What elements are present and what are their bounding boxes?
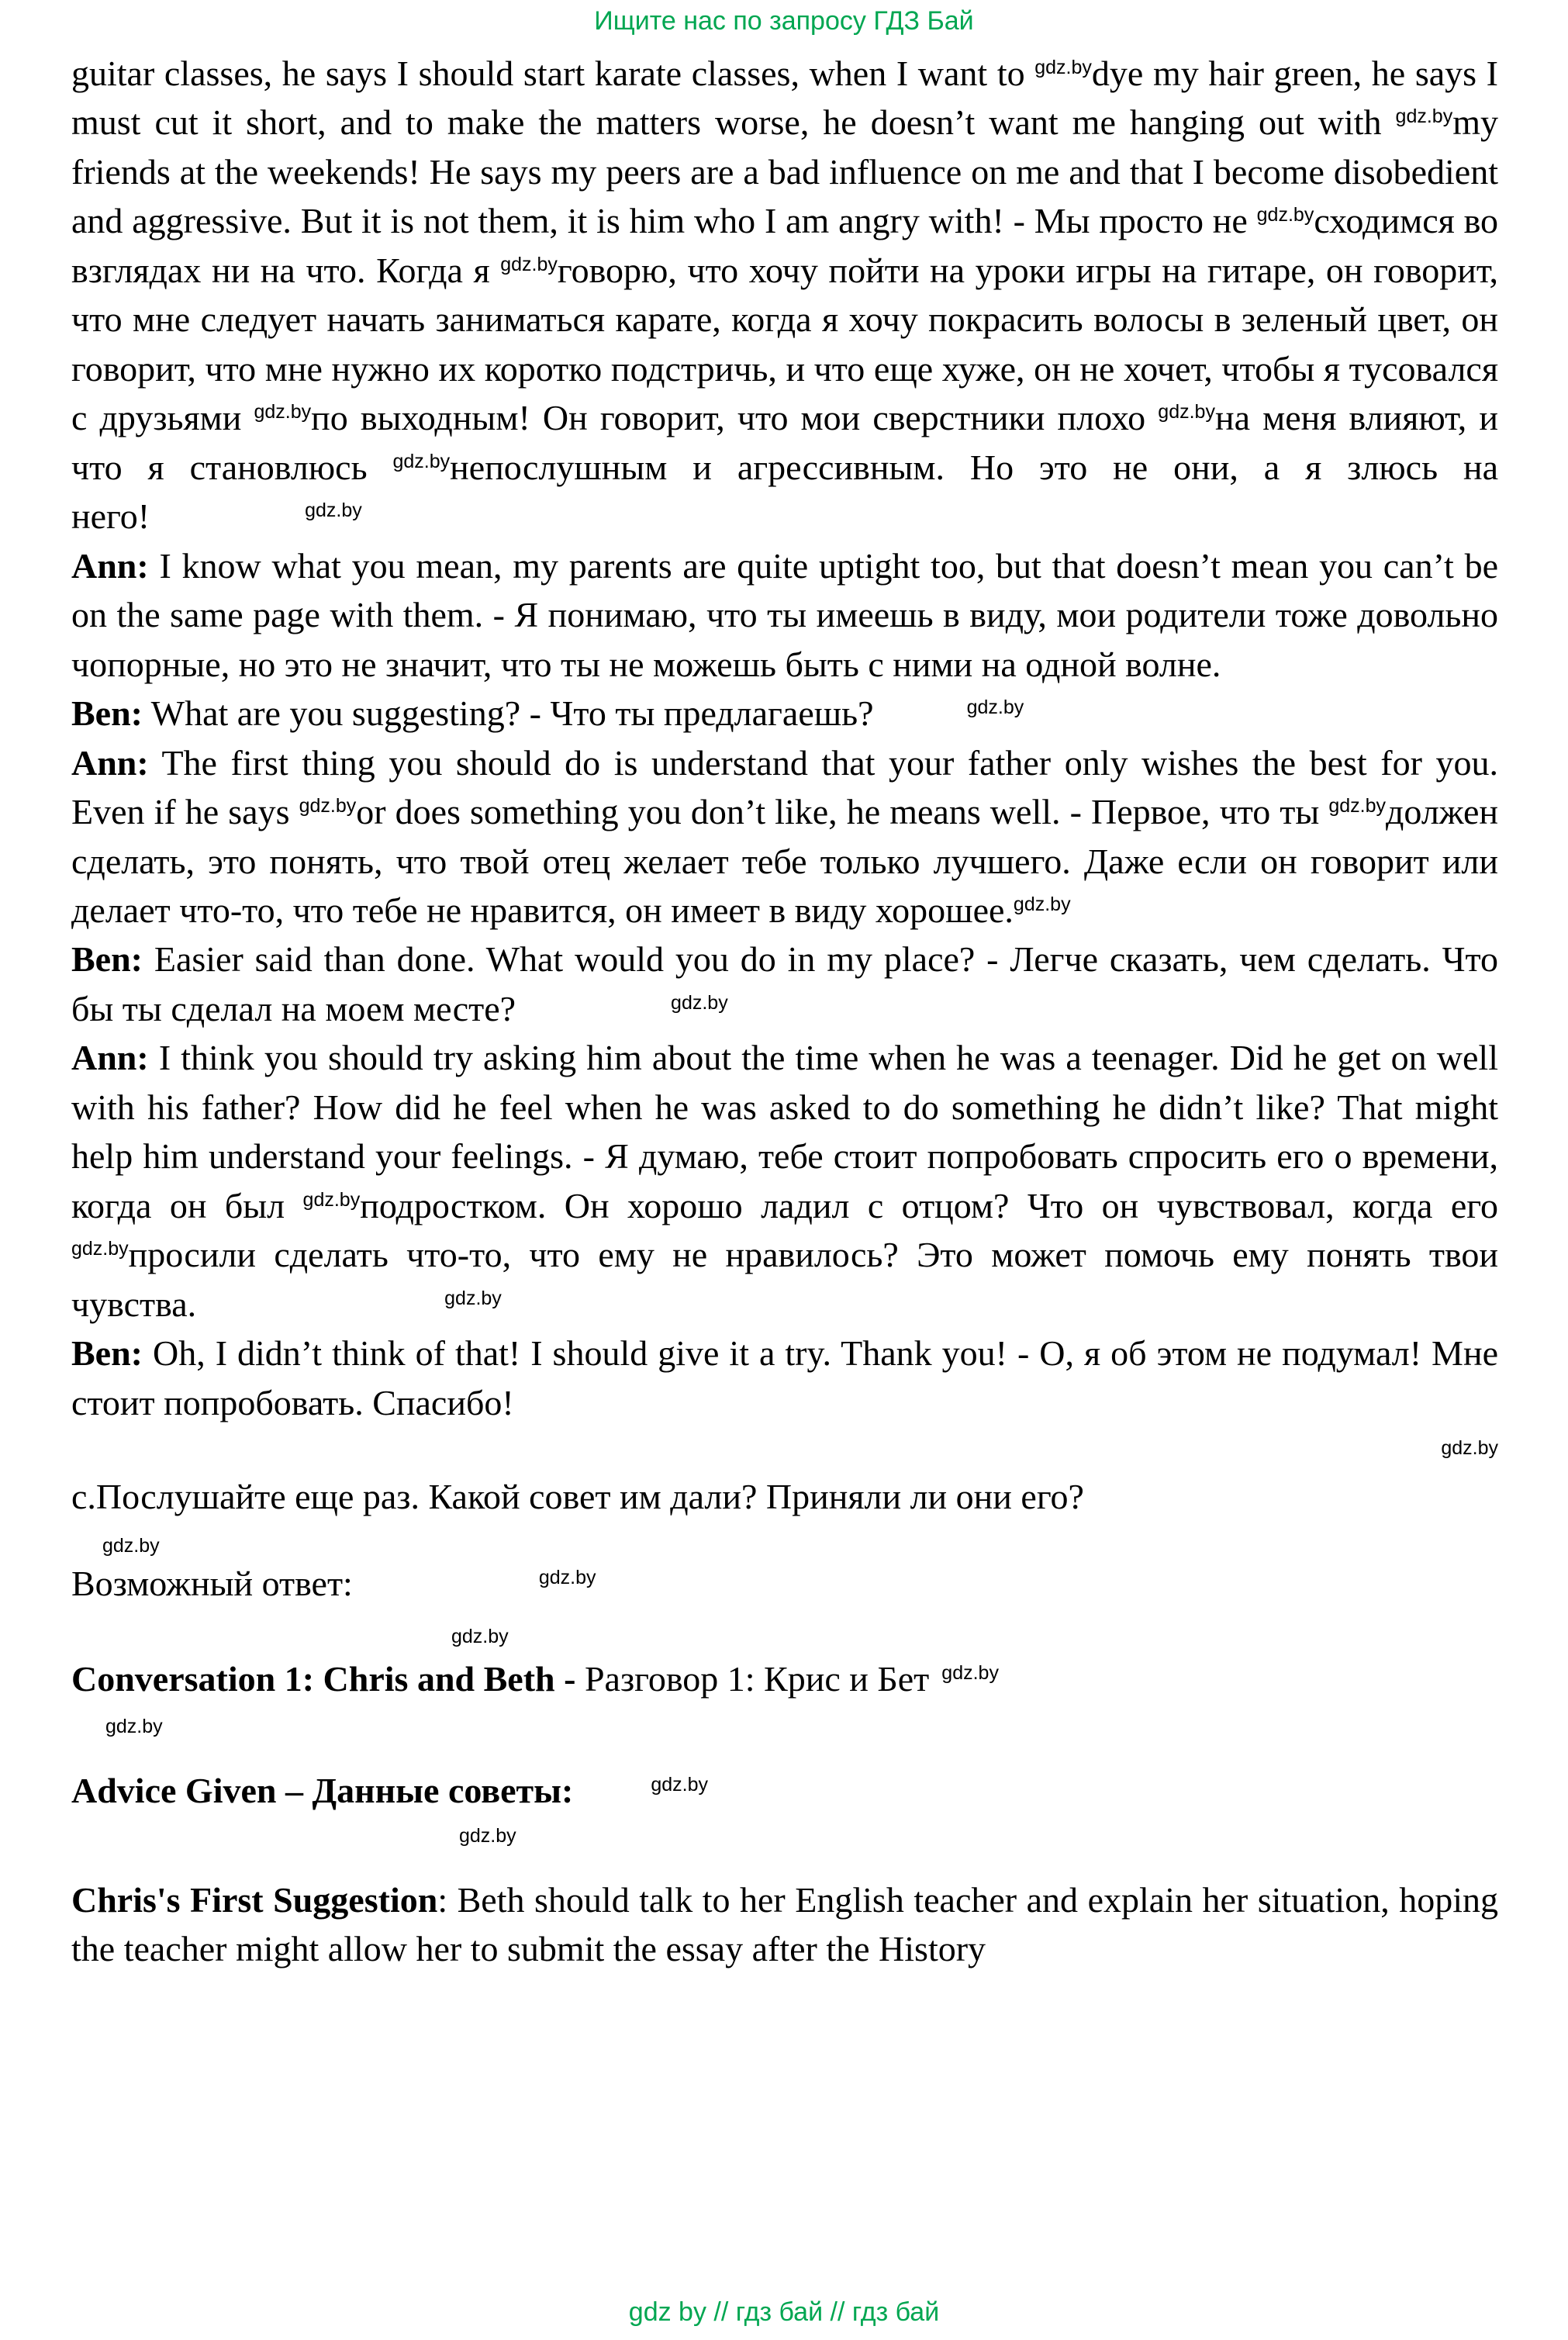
speaker-label: Ben:	[71, 693, 143, 734]
watermark: gdz.by	[444, 1287, 502, 1309]
text-run: должен сделать, это понять, что твой отец желает тебе только лучшего. Даже если он говорит или делает что-то, что тебе не нравится, он имеет в виду хорошее.	[71, 792, 1498, 930]
possible-answer-label	[71, 1559, 1498, 1608]
watermark: gdz.by	[1158, 401, 1215, 423]
text-run: I think you should try asking him about the time when he was a teenager. Did he get on well with his father? How did he feel when he was asked to do something he didn’t like? That might help him understand your feelings. - Я думаю, тебе стоит попробовать спросить его о времени, когда он был	[71, 1038, 1498, 1225]
watermark: gdz.by	[302, 1188, 361, 1211]
watermark: gdz.by	[1328, 795, 1387, 817]
watermark: gdz.by	[1013, 893, 1071, 915]
text-run: guitar classes, he says I should start karate classes, when I want to	[71, 54, 1035, 93]
text-run: : Beth should talk to her English teacher and explain her situation, hoping the teacher might allow her to submit the essay after the History	[71, 1880, 1498, 1969]
watermark: gdz.by	[105, 1715, 163, 1737]
text-run: Oh, I didn’t think of that! I should give it a try. Thank you! - О, я об этом не подумал! Мне стоит попробовать. Спасибо!	[71, 1333, 1498, 1422]
task-c-line	[71, 1472, 1498, 1521]
text-run: подростком. Он хорошо ладил с отцом? Что он чувствовал, когда его	[360, 1185, 1498, 1225]
site-footer: gdz by // гдз бай // гдз бай	[628, 2297, 940, 2327]
text-run: my friends at the weekends! He says my peers are a bad influence on me and that I become disobedient and aggressive. But it is not them, it is him who I am angry with! - Мы просто не	[71, 102, 1498, 241]
watermark: gdz.by	[459, 1825, 516, 1847]
text-run: на меня влияют, и что я становлюсь	[71, 398, 1498, 487]
watermark: gdz.by	[451, 1626, 509, 1648]
text-run: Возможный ответ:	[71, 1563, 353, 1603]
text-run: or does something you don’t like, he means well. - Первое, что ты	[356, 792, 1329, 832]
ben-line	[71, 935, 1498, 1033]
ann-line	[71, 738, 1498, 935]
watermark: gdz.by	[500, 253, 558, 275]
watermark: gdz.by	[392, 450, 451, 472]
conversation-1-heading	[71, 1654, 1498, 1703]
speaker-label: Chris's First Suggestion	[71, 1880, 438, 1920]
ann-line	[71, 541, 1498, 689]
text-run: I know what you mean, my parents are quite uptight too, but that doesn’t mean you can’t be on the same page with them. - Я понимаю, что ты имеешь в виду, мои родители тоже довольно чопорные, но это не значит, что ты не можешь быть с ними на одной волне.	[71, 545, 1498, 684]
text-run: What are you suggesting? - Что ты предлагаешь?	[143, 693, 874, 734]
watermark: gdz.by	[1441, 1437, 1498, 1460]
text-run: говорю, что хочу пойти на уроки игры на гитаре, он говорит, что мне следует начать заниматься карате, когда я хочу покрасить волосы в зеленый цвет, он говорит, что мне нужно их коротко подстричь, и что еще хуже, он не хочет, чтобы я тусовался с друзьями	[71, 250, 1499, 438]
ben-line	[71, 1329, 1498, 1427]
watermark: gdz.by	[1256, 204, 1314, 226]
narration-paragraph	[71, 49, 1498, 541]
text-run: Разговор 1: Крис и Бет	[575, 1659, 930, 1699]
chris-first-suggestion	[71, 1875, 1498, 1974]
content	[0, 36, 1568, 1974]
watermark: gdz.by	[102, 1534, 160, 1557]
watermark: gdz.by	[305, 499, 362, 522]
speaker-label: Ann:	[71, 1038, 149, 1078]
text-run: просили сделать что-то, что ему не нравилось? Это может помочь ему понять твои чувства.	[71, 1235, 1498, 1324]
watermark: gdz.by	[966, 696, 1024, 719]
watermark: gdz.by	[538, 1566, 596, 1588]
text-run: Easier said than done. What would you do in my place? - Легче сказать, чем сделать. Что бы ты сделал на моем месте?	[71, 939, 1498, 1028]
watermark: gdz.by	[651, 1773, 708, 1796]
text-run: The first thing you should do is understand that your father only wishes the best for you. Even if he says	[71, 742, 1498, 832]
speaker-label: Conversation 1: Chris and Beth -	[71, 1659, 576, 1699]
advice-given-heading	[71, 1766, 1498, 1815]
text-run: непослушным и агрессивным. Но это не они, а я злюсь на него!	[71, 447, 1499, 537]
watermark: gdz.by	[671, 991, 728, 1014]
text-run: по выходным! Он говорит, что мои сверстники плохо	[311, 398, 1159, 438]
site-banner: Ищите нас по запросу ГДЗ Бай	[594, 6, 974, 36]
speaker-label: Ann:	[71, 545, 149, 586]
speaker-label: Advice Given – Данные советы:	[71, 1770, 574, 1810]
watermark: gdz.by	[941, 1662, 999, 1685]
speaker-label: Ben:	[71, 1333, 143, 1374]
watermark: gdz.by	[1034, 57, 1092, 78]
speaker-label: Ben:	[71, 939, 143, 980]
text-run: c.Послушайте еще раз. Какой совет им дали? Приняли ли они его?	[71, 1477, 1084, 1517]
ann-line	[71, 1033, 1498, 1329]
watermark: gdz.by	[1395, 105, 1453, 128]
text-run: dye my hair green, he says I must cut it short, and to make the matters worse, he doesn’t want me hanging out with	[71, 54, 1498, 143]
watermark: gdz.by	[254, 401, 312, 423]
text-run: сходимся во взглядах ни на что. Когда я	[71, 201, 1498, 290]
ben-line	[71, 689, 1498, 738]
watermark: gdz.by	[299, 795, 357, 817]
watermark: gdz.by	[71, 1238, 129, 1260]
speaker-label: Ann:	[71, 742, 149, 783]
